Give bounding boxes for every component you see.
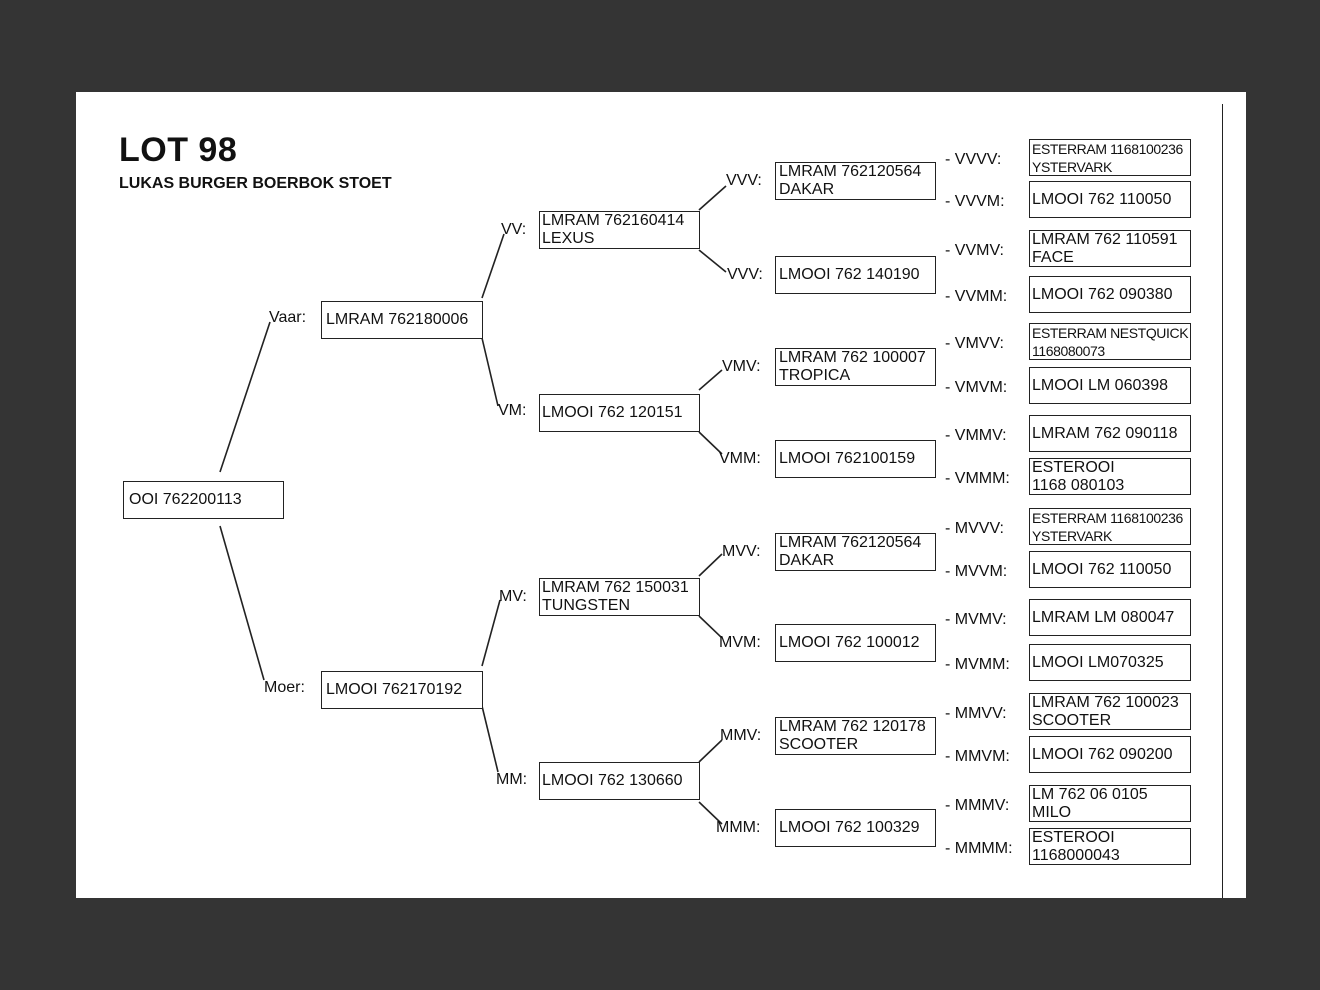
g4-box-4	[1029, 276, 1191, 313]
g4-box-12	[1029, 644, 1191, 681]
g1-label-2: Moer:	[264, 679, 305, 696]
g2-box-3-line-1: LMRAM 762 150031	[542, 579, 689, 596]
g2-box-4	[539, 762, 700, 800]
g3-label-4: VMM:	[719, 450, 761, 467]
g3-box-5-line-1: LMRAM 762120564	[779, 534, 922, 551]
g4-box-9-line-2: YSTERVARK	[1032, 528, 1112, 544]
g4-box-9	[1029, 508, 1191, 545]
g2-box-4-line-1: LMOOI 762 130660	[542, 772, 683, 789]
g4-label-6: - VMVM:	[945, 379, 1008, 396]
g4-box-13-line-2: SCOOTER	[1032, 712, 1112, 729]
g4-box-13	[1029, 693, 1191, 730]
g4-box-13-line-1: LMRAM 762 100023	[1032, 694, 1179, 711]
g4-box-11	[1029, 599, 1191, 636]
g4-box-3-line-1: LMRAM 762 110591	[1032, 231, 1178, 248]
g2-label-2: VM:	[498, 402, 527, 419]
g3-label-1: VVV:	[726, 172, 762, 189]
g1-label-1: Vaar:	[269, 309, 307, 326]
g3-box-7-line-1: LMRAM 762 120178	[779, 718, 926, 735]
g4-box-10	[1029, 551, 1191, 588]
g4-label-3: - VVMV:	[945, 242, 1004, 259]
g4-box-5-line-2: 1168080073	[1032, 343, 1105, 359]
g4-label-4: - VVMM:	[945, 288, 1008, 305]
g3-box-3-line-1: LMRAM 762 100007	[779, 349, 926, 366]
g2-box-2	[539, 394, 700, 432]
g2-box-3-line-2: TUNGSTEN	[542, 597, 630, 614]
g3-box-1	[775, 162, 936, 200]
g4-label-1: - VVVV:	[945, 151, 1002, 168]
g4-box-15	[1029, 785, 1191, 822]
g4-box-2	[1029, 181, 1191, 218]
g4-label-14: - MMVM:	[945, 748, 1010, 765]
g4-label-13: - MMVV:	[945, 705, 1007, 722]
g3-box-8-line-1: LMOOI 762 100329	[779, 819, 920, 836]
g2-label-1: VV:	[501, 221, 527, 238]
g3-box-3-line-2: TROPICA	[779, 367, 851, 384]
g4-label-5: - VMVV:	[945, 335, 1004, 352]
g4-box-16-line-2: 1168000043	[1032, 847, 1120, 864]
g4-box-3	[1029, 230, 1191, 267]
g3-box-2	[775, 256, 936, 294]
subject-name: OOI 762200113	[129, 491, 242, 508]
g2-label-3: MV:	[499, 588, 527, 605]
g2-box-1	[539, 211, 700, 249]
g4-label-10: - MVVM:	[945, 563, 1008, 580]
g1-box-2	[321, 671, 483, 709]
g4-box-6-line-1: LMOOI LM 060398	[1032, 376, 1169, 394]
g2-box-1-line-1: LMRAM 762160414	[542, 212, 685, 229]
g3-box-8	[775, 809, 936, 847]
g4-box-6	[1029, 367, 1191, 404]
g1-box-1	[321, 301, 483, 339]
g3-box-1-line-1: LMRAM 762120564	[779, 163, 922, 180]
g3-box-1-line-2: DAKAR	[779, 181, 835, 198]
g4-box-4-line-1: LMOOI 762 090380	[1032, 285, 1173, 303]
g3-label-2: VVV:	[727, 266, 763, 283]
g4-box-1-line-2: YSTERVARK	[1032, 159, 1112, 175]
g4-box-7-line-1: LMRAM 762 090118	[1032, 424, 1178, 442]
right-margin-rule	[1222, 104, 1223, 898]
g2-box-3	[539, 578, 700, 616]
g3-box-4	[775, 440, 936, 478]
g4-box-14	[1029, 736, 1191, 773]
g4-box-9-line-1: ESTERRAM 1168100236	[1032, 510, 1183, 526]
g3-label-5: MVV:	[722, 543, 761, 560]
g2-box-1-line-2: LEXUS	[542, 230, 595, 247]
g4-box-15-line-2: MILO	[1032, 804, 1072, 821]
g3-box-4-line-1: LMOOI 762100159	[779, 450, 916, 467]
page-title: LOT 98	[119, 131, 238, 169]
g4-label-2: - VVVM:	[945, 193, 1005, 210]
g2-label-4: MM:	[496, 771, 528, 788]
g4-box-14-line-1: LMOOI 762 090200	[1032, 745, 1173, 763]
g4-box-8	[1029, 458, 1191, 495]
g2-box-2-line-1: LMOOI 762 120151	[542, 404, 683, 421]
g3-box-6	[775, 624, 936, 662]
g3-box-5	[775, 533, 936, 571]
page-subtitle: LUKAS BURGER BOERBOK STOET	[119, 175, 392, 192]
g4-box-5	[1029, 323, 1191, 360]
g4-label-12: - MVMM:	[945, 656, 1010, 673]
g4-label-8: - VMMM:	[945, 470, 1010, 487]
g3-box-3	[775, 348, 936, 386]
g4-box-15-line-1: LM 762 06 0105	[1032, 786, 1148, 803]
pedigree-page	[76, 92, 1246, 898]
g4-box-16-line-1: ESTEROOI	[1032, 829, 1115, 846]
g4-box-10-line-1: LMOOI 762 110050	[1032, 560, 1172, 578]
g4-label-11: - MVMV:	[945, 611, 1007, 628]
g4-box-16	[1029, 828, 1191, 865]
g4-box-7	[1029, 415, 1191, 452]
g4-box-8-line-2: 1168 080103	[1032, 477, 1125, 494]
g4-box-11-line-1: LMRAM LM 080047	[1032, 608, 1175, 626]
g3-label-7: MMV:	[720, 727, 762, 744]
subject-box	[123, 481, 284, 519]
g4-label-9: - MVVV:	[945, 520, 1004, 537]
g4-label-16: - MMMM:	[945, 840, 1013, 857]
g3-label-6: MVM:	[719, 634, 761, 651]
g4-box-2-line-1: LMOOI 762 110050	[1032, 190, 1172, 208]
g4-box-12-line-1: LMOOI LM070325	[1032, 653, 1164, 671]
g3-box-7-line-2: SCOOTER	[779, 736, 859, 753]
g3-box-2-line-1: LMOOI 762 140190	[779, 266, 920, 283]
g4-box-5-line-1: ESTERRAM NESTQUICK	[1032, 325, 1189, 341]
g3-label-8: MMM:	[716, 819, 761, 836]
g1-name-1: LMRAM 762180006	[326, 311, 469, 328]
g4-box-1-line-1: ESTERRAM 1168100236	[1032, 141, 1183, 157]
g3-label-3: VMV:	[722, 358, 761, 375]
g3-box-5-line-2: DAKAR	[779, 552, 835, 569]
g4-label-15: - MMMV:	[945, 797, 1010, 814]
g3-box-7	[775, 717, 936, 755]
g4-box-3-line-2: FACE	[1032, 249, 1074, 266]
g3-box-6-line-1: LMOOI 762 100012	[779, 634, 920, 651]
g4-box-8-line-1: ESTEROOI	[1032, 459, 1115, 476]
g1-name-2: LMOOI 762170192	[326, 681, 463, 698]
g4-label-7: - VMMV:	[945, 427, 1007, 444]
g4-box-1	[1029, 139, 1191, 176]
